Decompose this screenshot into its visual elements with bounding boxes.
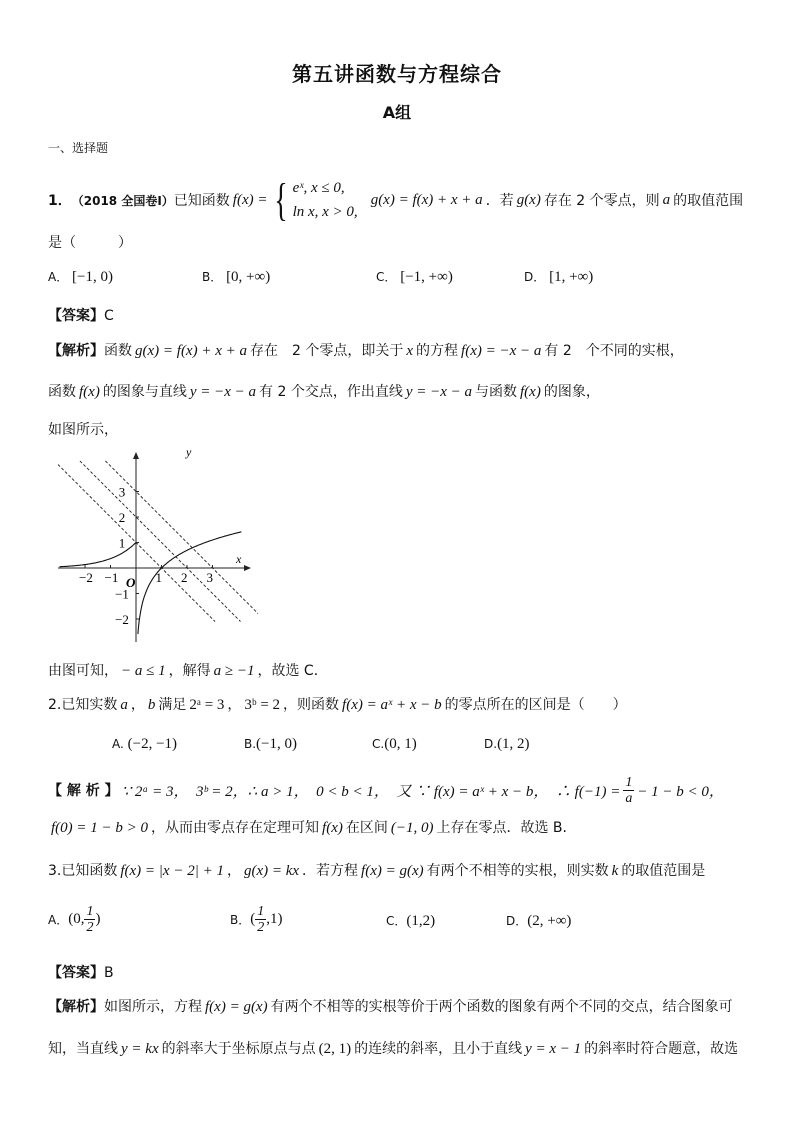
y-tick-label: 3 (118, 484, 126, 500)
q3-option-c: C．(1,2) (386, 913, 436, 929)
page-title: 第五讲函数与方程综合 (292, 62, 502, 86)
dashed-line (58, 461, 215, 622)
q3-option-b: B． ( $\frac{1}{2}$ ,1) (230, 904, 283, 935)
q3-analysis-line1: 【解析】如图所示，方程 f(x) = g(x) 有两个不相等的实根等价于两个函数的图象有两个不同的交点，结合图象可 (48, 999, 733, 1015)
q1-stem-mid2: 存在 2 个零点，则 (543, 193, 660, 209)
q1-answer-label: 【答案】 (48, 308, 104, 324)
group-title: A组 (382, 103, 412, 122)
graph-y-label: y (186, 450, 192, 459)
curve-ln (138, 532, 242, 634)
x-tick-label: 3 (206, 570, 213, 585)
x-axis-arrow (244, 565, 251, 571)
q2-option-a: A. (−2, −1) (112, 736, 178, 752)
q3-answer: 【答案】B (48, 965, 114, 981)
q1-option-c: C． [−1, +∞) (376, 269, 453, 285)
q1-option-d: D． [1, +∞) (524, 269, 594, 285)
q1-conclusion: 由图可知， − a ≤ 1 ，解得 a ≥ −1 ，故选 C． (48, 663, 328, 679)
q1-source: （2018 全国卷Ⅰ） (71, 193, 174, 208)
q2-analysis-line1: 【 解 析 】 ∵ 2ᵃ = 3， 3ᵇ = 2，∴ a > 1， 0 < b < 1， 又 ∵ f(x) = aˣ + x − b， ∴ f(−1) = $\frac{1}{a}$ − 1 − b < 0， (48, 774, 724, 806)
graph-origin-label: O (126, 575, 136, 590)
q1-g-def: g(x) = f(x) + x + a (370, 191, 483, 208)
q2-fraction: $\frac{1}{a}$ (625, 774, 633, 806)
q1-number: 1． (48, 193, 72, 209)
q1-function-graph (58, 450, 258, 645)
q1-stem-end: 的取值范围 (673, 193, 744, 209)
y-tick-label: 2 (118, 510, 126, 525)
q2-analysis-line2: f(0) = 1 − b > 0 ，从而由零点存在定理可知 f(x) 在区间 (−1, 0) 上存在零点．故选 B. (51, 820, 567, 836)
q1-gx: g(x) (516, 191, 541, 208)
q1-stem (48, 175, 743, 225)
q1-analysis-line3: 如图所示， (48, 422, 118, 438)
q2-option-c: C.(0, 1) (372, 736, 417, 752)
q1-brace: { (274, 174, 289, 225)
y-tick-label: −1 (115, 586, 129, 602)
q1-a: a (662, 191, 671, 208)
q2-option-b: B.(−1, 0) (244, 736, 297, 752)
x-tick-label: 2 (181, 570, 188, 585)
dashed-line (80, 461, 241, 622)
q3-stem: 3.已知函数 f(x) = |x − 2| + 1 ， g(x) = kx ．若方程 f(x) = g(x) 有两个不相等的实根，则实数 k 的取值范围是 (48, 863, 706, 879)
x-tick-label: −2 (79, 570, 93, 585)
q1-answer (48, 305, 114, 325)
q1-piecewise (293, 176, 358, 224)
q1-option-b: B． [0, +∞) (202, 269, 271, 285)
y-axis-arrow (133, 452, 139, 459)
q1-piece-2: ln x, x > 0, (292, 204, 358, 220)
q1-analysis-line2: 函数 f(x) 的图象与直线 y = −x − a 有 2 个交点，作出直线 y = −x − a 与函数 f(x) 的图象， (48, 384, 600, 400)
y-tick-label: −2 (115, 612, 129, 627)
q3-option-a: A． (0, $\frac{1}{2}$ ) (48, 904, 101, 935)
q2-stem: 2.已知实数 a ， b 满足 2ᵃ = 3 ， 3ᵇ = 2 ，则函数 f(x) = aˣ + x − b 的零点所在的区间是（ ） (48, 697, 627, 713)
y-tick-label: 1 (118, 535, 126, 551)
q1-stem-mid: ．若 (485, 193, 514, 209)
q1-analysis-line1: 【解析】函数 g(x) = f(x) + x + a 存在 2 个零点，即关于 x 的方程 f(x) = −x − a 有 2 个不同的实根， (48, 343, 684, 359)
q1-f-def: f(x) = (232, 191, 268, 208)
q1-stem-pre: 已知函数 (173, 193, 230, 209)
x-tick-label: −1 (104, 570, 119, 585)
q1-piece-1: eˣ, x ≤ 0, (292, 180, 345, 196)
q3-analysis-line2: 知，当直线 y = kx 的斜率大于坐标原点与点 (2, 1) 的连续的斜率，且小于直线 y = x − 1 的斜率时符合题意，故选 (48, 1041, 739, 1057)
q1-answer-value: C (104, 308, 114, 324)
graph-x-label: x (236, 552, 242, 566)
q2-option-d: D.(1, 2) (484, 736, 530, 752)
x-tick-label: 1 (155, 570, 162, 585)
section-label: 一、选择题 (48, 141, 109, 155)
q3-option-d: D．(2, +∞) (506, 913, 572, 929)
q1-stem-line2: 是（ ） (48, 235, 132, 251)
q1-option-a: A． [−1, 0) (48, 269, 113, 285)
